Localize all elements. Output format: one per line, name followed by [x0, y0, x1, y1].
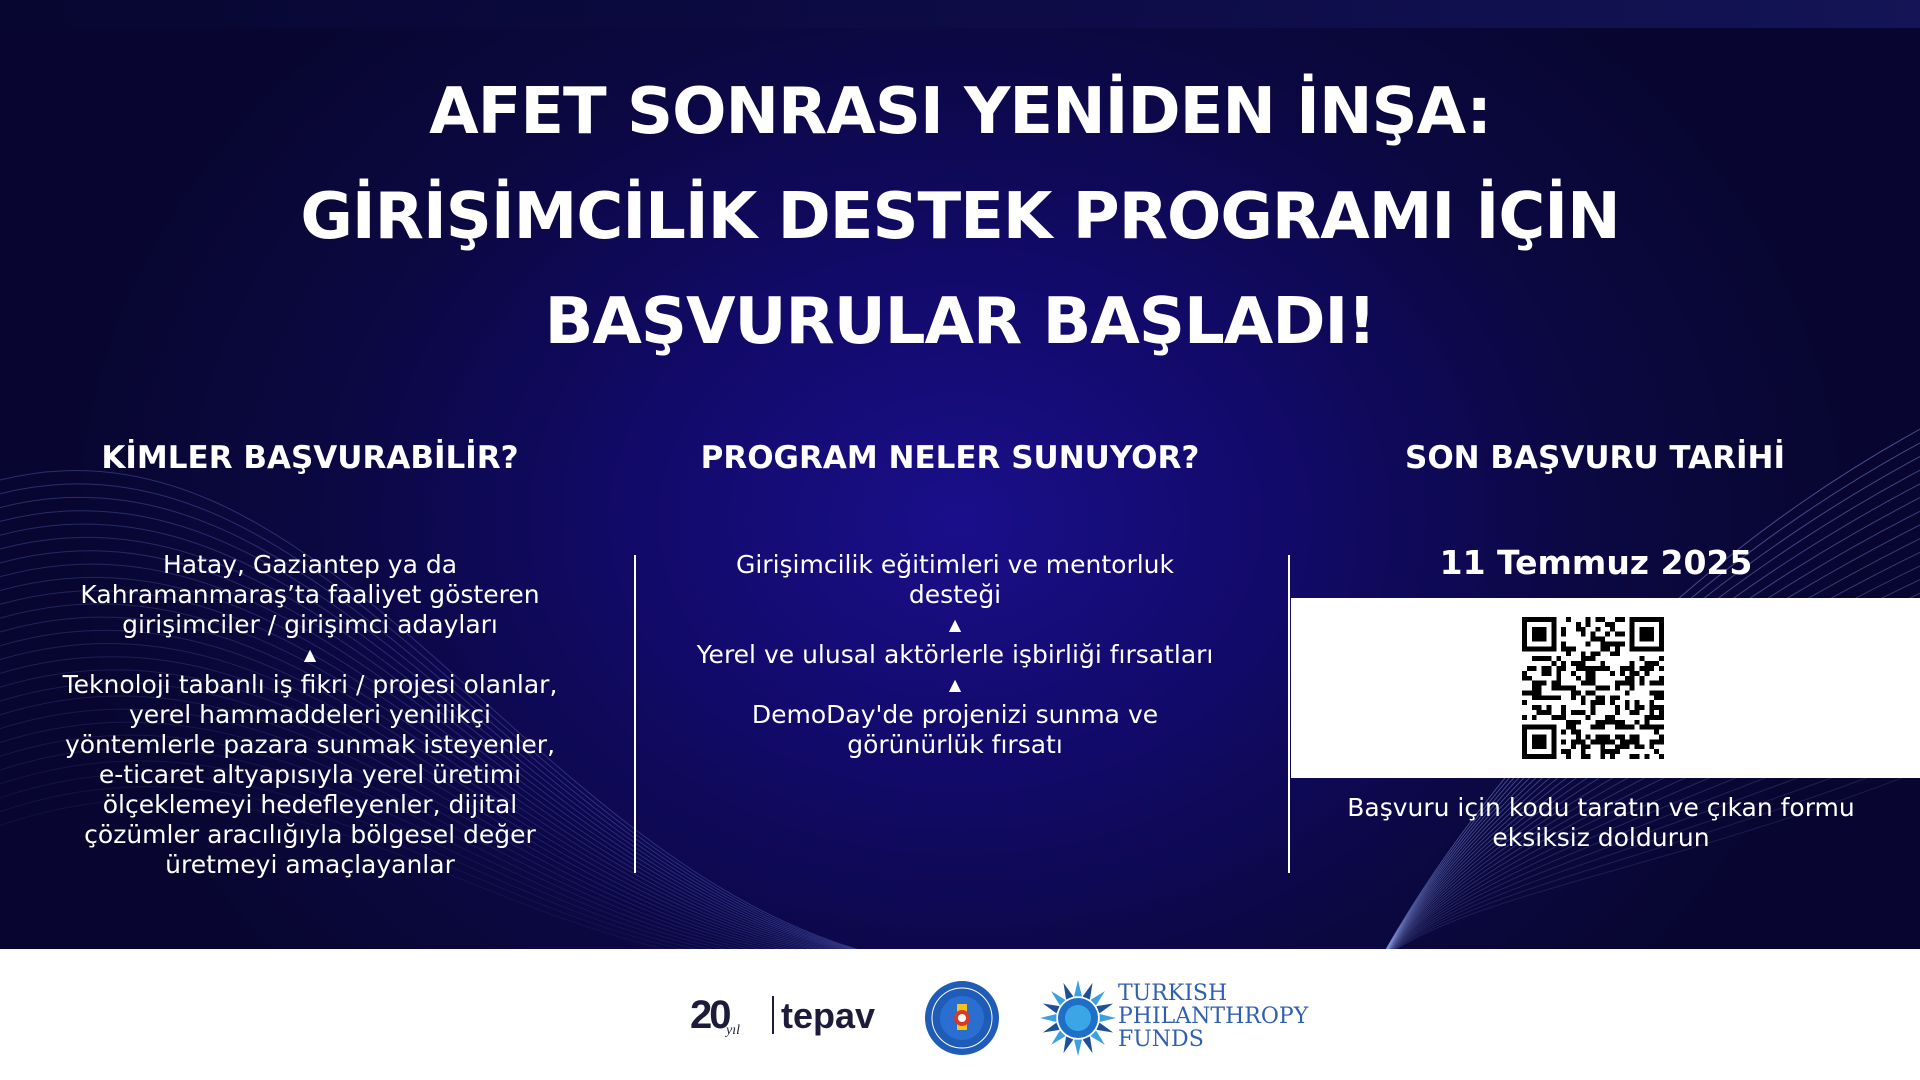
list-item: Yerel ve ulusal aktörlerle işbirliği fırsatları [696, 640, 1214, 669]
list-item: Girişimcilik eğitimleri ve mentorluk desteği [735, 550, 1174, 609]
column-divider [634, 555, 636, 873]
title-line-1: AFET SONRASI YENİDEN İNŞA: [429, 75, 1491, 149]
column-divider [1288, 555, 1290, 873]
list-item: Teknoloji tabanlı iş fikri / projesi olanlar, yerel hammaddeleri yenilikçi yöntemlerle pazara sunmak isteyenler, e-ticaret altyapısıyla yerel üretimi ölçeklemeyi hedefleyenler, dijital çözümler aracılığıyla bölgesel değer üretmeyi amaçlayanlar [62, 670, 558, 879]
heading-who-can-apply: KİMLER BAŞVURABİLİR? [101, 440, 519, 476]
heading-deadline: SON BAŞVURU TARİHİ [1405, 440, 1785, 476]
tpf-logo-text: TURKISH PHILANTHROPY FUNDS [1118, 981, 1309, 1052]
program-offers-list [680, 550, 1230, 760]
main-title [0, 60, 1920, 375]
tepav-20-number: 20 [690, 993, 729, 1037]
who-can-apply-list [40, 550, 580, 880]
tpf-sun-icon [1038, 978, 1118, 1058]
triangle-separator-icon: ▲ [948, 675, 962, 694]
title-line-3: BAŞVURULAR BAŞLADI! [544, 285, 1376, 359]
list-item: Hatay, Gaziantep ya da Kahramanmaraş’ta faaliyet gösteren girişimciler / girişimci adayları [80, 550, 540, 639]
tepav-logo [690, 990, 890, 1040]
chamber-seal-logo [924, 980, 1000, 1056]
deadline-date: 11 Temmuz 2025 [1439, 543, 1753, 582]
tepav-yil-text: yıl [726, 1023, 740, 1038]
triangle-separator-icon: ▲ [948, 615, 962, 634]
title-line-2: GİRİŞİMCİLİK DESTEK PROGRAMI İÇİN [300, 180, 1620, 254]
tepav-name-text: tepav [781, 995, 876, 1036]
triangle-separator-icon: ▲ [303, 645, 317, 664]
heading-what-program-offers: PROGRAM NELER SUNUYOR? [700, 440, 1200, 476]
qr-code[interactable] [1522, 617, 1664, 759]
list-item: DemoDay'de projenizi sunma ve görünürlük fırsatı [751, 700, 1159, 759]
qr-instructions: Başvuru için kodu taratın ve çıkan formu eksiksiz doldurun [1347, 793, 1855, 852]
